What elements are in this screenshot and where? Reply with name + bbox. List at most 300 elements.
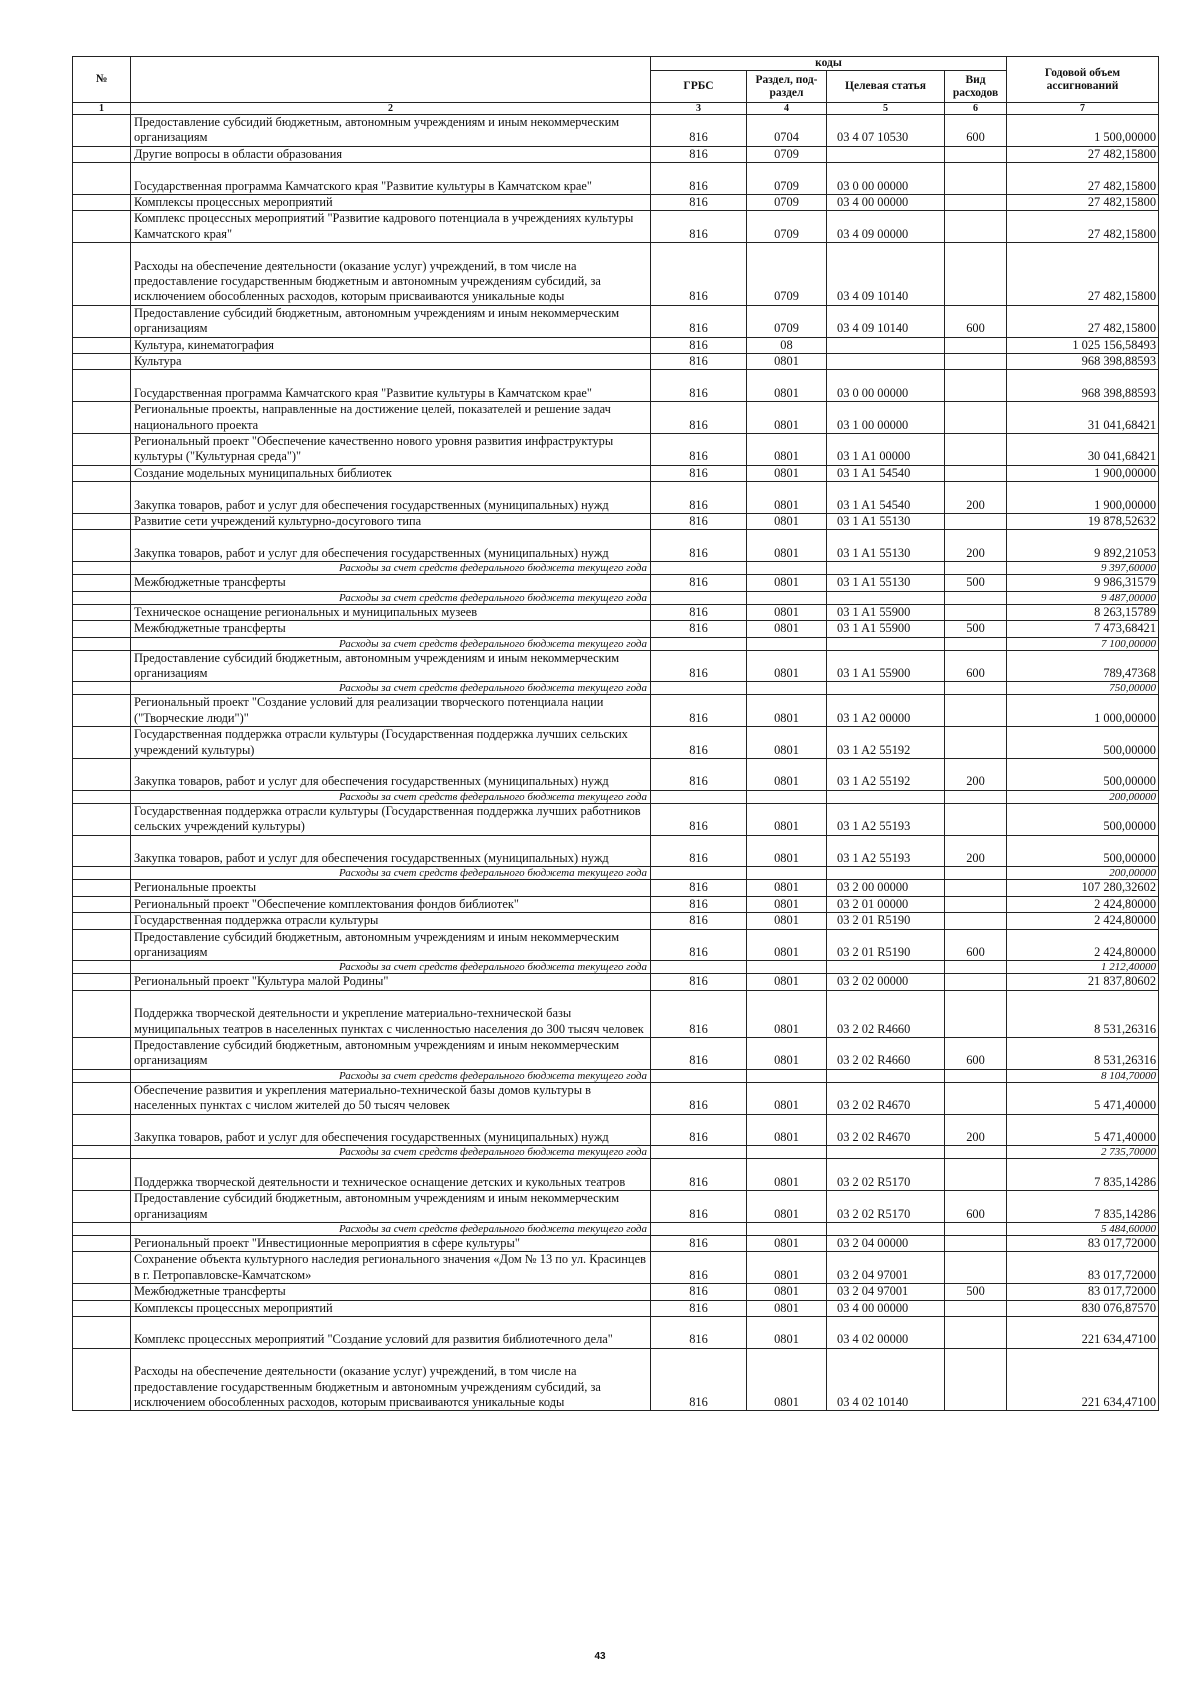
row-name-cell: Предоставление субсидий бюджетным, автономным учреждениям и иным некоммерческим организациям <box>131 929 651 961</box>
row-razdel-cell: 0801 <box>747 803 827 835</box>
row-target-article-cell <box>827 146 945 162</box>
row-razdel-cell: 0801 <box>747 1114 827 1146</box>
colnum: 3 <box>651 103 747 115</box>
table-row <box>73 1348 1159 1411</box>
row-grbs-cell: 816 <box>651 434 747 466</box>
row-amount-cell: 5 471,40000 <box>1007 1082 1159 1114</box>
row-expense-type-cell <box>945 195 1007 211</box>
row-name-cell: Предоставление субсидий бюджетным, автономным учреждениям и иным некоммерческим организациям <box>131 1037 651 1069</box>
row-amount-cell: 830 076,87570 <box>1007 1300 1159 1316</box>
row-razdel-cell: 0801 <box>747 1191 827 1223</box>
row-name-cell: Комплекс процессных мероприятий "Создание условий для развития библиотечного дела" <box>131 1317 651 1349</box>
row-expense-type-cell: 200 <box>945 482 1007 514</box>
row-razdel-cell: 0801 <box>747 695 827 727</box>
row-razdel-cell: 0801 <box>747 434 827 466</box>
row-number-cell <box>73 621 131 637</box>
row-amount-cell: 1 212,40000 <box>1007 961 1159 974</box>
row-razdel-cell: 0801 <box>747 575 827 591</box>
row-number-cell <box>73 1082 131 1114</box>
federal-funds-row <box>73 790 1159 803</box>
row-amount-cell: 27 482,15800 <box>1007 146 1159 162</box>
row-amount-cell: 5 471,40000 <box>1007 1114 1159 1146</box>
header-codes: коды <box>651 57 1007 71</box>
row-grbs-cell: 816 <box>651 195 747 211</box>
row-grbs-cell: 816 <box>651 621 747 637</box>
header-annual-volume: Годовой объем ассигнований <box>1007 57 1159 103</box>
row-name-cell: Расходы за счет средств федерального бюджета текущего года <box>131 867 651 880</box>
row-razdel-cell: 0801 <box>747 880 827 896</box>
row-grbs-cell: 816 <box>651 1114 747 1146</box>
row-number-cell <box>73 929 131 961</box>
row-razdel-cell: 0801 <box>747 1317 827 1349</box>
row-grbs-cell: 816 <box>651 465 747 481</box>
row-grbs-cell <box>651 682 747 695</box>
row-razdel-cell <box>747 1069 827 1082</box>
row-razdel-cell: 0709 <box>747 243 827 306</box>
row-target-article-cell: 03 1 A1 54540 <box>827 465 945 481</box>
row-expense-type-cell <box>945 1223 1007 1236</box>
row-expense-type-cell <box>945 790 1007 803</box>
table-row <box>73 896 1159 912</box>
row-grbs-cell: 816 <box>651 727 747 759</box>
row-number-cell <box>73 1069 131 1082</box>
row-number-cell <box>73 835 131 867</box>
row-number-cell <box>73 727 131 759</box>
row-number-cell <box>73 434 131 466</box>
row-expense-type-cell <box>945 514 1007 530</box>
row-target-article-cell <box>827 1146 945 1159</box>
row-razdel-cell: 0801 <box>747 1037 827 1069</box>
row-expense-type-cell <box>945 243 1007 306</box>
row-expense-type-cell: 200 <box>945 758 1007 790</box>
row-number-cell <box>73 695 131 727</box>
row-name-cell: Предоставление субсидий бюджетным, автономным учреждениям и иным некоммерческим организациям <box>131 650 651 682</box>
row-name-cell: Поддержка творческой деятельности и укрепление материально-технической базы муниципальных театров в населенных пунктах с численностью населения до 300 тысяч человек <box>131 990 651 1037</box>
row-target-article-cell: 03 2 01 00000 <box>827 896 945 912</box>
row-target-article-cell: 03 1 A1 55130 <box>827 514 945 530</box>
row-expense-type-cell: 200 <box>945 1114 1007 1146</box>
row-grbs-cell: 816 <box>651 575 747 591</box>
row-number-cell <box>73 305 131 337</box>
row-expense-type-cell <box>945 1252 1007 1284</box>
row-target-article-cell: 03 4 02 00000 <box>827 1317 945 1349</box>
row-expense-type-cell <box>945 211 1007 243</box>
row-number-cell <box>73 370 131 402</box>
colnum: 6 <box>945 103 1007 115</box>
row-target-article-cell: 03 1 A1 55900 <box>827 604 945 620</box>
table-body <box>73 115 1159 1411</box>
header-number: № <box>73 57 131 103</box>
row-target-article-cell: 03 1 A1 55900 <box>827 650 945 682</box>
row-expense-type-cell: 600 <box>945 305 1007 337</box>
row-name-cell: Государственная программа Камчатского края "Развитие культуры в Камчатском крае" <box>131 370 651 402</box>
row-amount-cell: 2 424,80000 <box>1007 896 1159 912</box>
table-row <box>73 758 1159 790</box>
row-grbs-cell <box>651 867 747 880</box>
row-razdel-cell <box>747 867 827 880</box>
row-grbs-cell: 816 <box>651 1159 747 1191</box>
row-amount-cell: 83 017,72000 <box>1007 1252 1159 1284</box>
row-number-cell <box>73 913 131 929</box>
row-expense-type-cell <box>945 1300 1007 1316</box>
row-grbs-cell: 816 <box>651 163 747 195</box>
header-target-article: Целевая статья <box>827 71 945 103</box>
row-grbs-cell: 816 <box>651 896 747 912</box>
row-grbs-cell: 816 <box>651 1284 747 1300</box>
row-target-article-cell: 03 1 A2 55193 <box>827 835 945 867</box>
row-number-cell <box>73 604 131 620</box>
row-amount-cell: 27 482,15800 <box>1007 211 1159 243</box>
row-amount-cell: 500,00000 <box>1007 835 1159 867</box>
row-expense-type-cell <box>945 637 1007 650</box>
row-razdel-cell: 0801 <box>747 1300 827 1316</box>
row-target-article-cell: 03 1 00 00000 <box>827 402 945 434</box>
row-name-cell: Межбюджетные трансферты <box>131 1284 651 1300</box>
row-grbs-cell: 816 <box>651 604 747 620</box>
row-target-article-cell: 03 2 01 R5190 <box>827 929 945 961</box>
row-razdel-cell: 0704 <box>747 115 827 147</box>
row-amount-cell: 7 473,68421 <box>1007 621 1159 637</box>
row-name-cell: Комплексы процессных мероприятий <box>131 195 651 211</box>
row-target-article-cell: 03 4 09 10140 <box>827 305 945 337</box>
row-amount-cell: 8 104,70000 <box>1007 1069 1159 1082</box>
row-grbs-cell: 816 <box>651 337 747 353</box>
row-name-cell: Обеспечение развития и укрепления материально-технической базы домов культуры в населенных пунктах с числом жителей до 50 тысяч человек <box>131 1082 651 1114</box>
row-grbs-cell: 816 <box>651 514 747 530</box>
row-razdel-cell: 0801 <box>747 402 827 434</box>
row-grbs-cell: 816 <box>651 243 747 306</box>
table-row <box>73 465 1159 481</box>
row-target-article-cell: 03 1 A1 54540 <box>827 482 945 514</box>
row-razdel-cell: 0801 <box>747 1082 827 1114</box>
row-amount-cell: 8 531,26316 <box>1007 1037 1159 1069</box>
row-amount-cell: 221 634,47100 <box>1007 1348 1159 1411</box>
table-row <box>73 929 1159 961</box>
row-grbs-cell: 816 <box>651 402 747 434</box>
row-number-cell <box>73 530 131 562</box>
federal-funds-row <box>73 682 1159 695</box>
row-razdel-cell: 0801 <box>747 1348 827 1411</box>
table-row <box>73 727 1159 759</box>
row-razdel-cell: 0801 <box>747 990 827 1037</box>
row-name-cell: Комплекс процессных мероприятий "Развитие кадрового потенциала в учреждениях культуры Камчатского края" <box>131 211 651 243</box>
row-name-cell: Закупка товаров, работ и услуг для обеспечения государственных (муниципальных) нужд <box>131 530 651 562</box>
row-razdel-cell: 0801 <box>747 514 827 530</box>
row-target-article-cell: 03 2 02 R5170 <box>827 1191 945 1223</box>
row-number-cell <box>73 803 131 835</box>
row-name-cell: Государственная программа Камчатского края "Развитие культуры в Камчатском крае" <box>131 163 651 195</box>
row-razdel-cell: 0801 <box>747 896 827 912</box>
row-grbs-cell: 816 <box>651 354 747 370</box>
row-number-cell <box>73 990 131 1037</box>
row-razdel-cell: 0801 <box>747 758 827 790</box>
row-razdel-cell <box>747 682 827 695</box>
row-grbs-cell: 816 <box>651 370 747 402</box>
row-target-article-cell <box>827 961 945 974</box>
row-amount-cell: 2 424,80000 <box>1007 929 1159 961</box>
row-amount-cell: 9 986,31579 <box>1007 575 1159 591</box>
row-grbs-cell: 816 <box>651 1300 747 1316</box>
row-grbs-cell: 816 <box>651 650 747 682</box>
row-razdel-cell: 0801 <box>747 1252 827 1284</box>
row-target-article-cell: 03 1 A2 55192 <box>827 727 945 759</box>
table-row <box>73 146 1159 162</box>
row-razdel-cell: 0801 <box>747 835 827 867</box>
table-row <box>73 803 1159 835</box>
row-name-cell: Создание модельных муниципальных библиотек <box>131 465 651 481</box>
row-expense-type-cell <box>945 880 1007 896</box>
row-expense-type-cell <box>945 337 1007 353</box>
row-number-cell <box>73 1191 131 1223</box>
table-row <box>73 370 1159 402</box>
row-amount-cell: 200,00000 <box>1007 790 1159 803</box>
table-row <box>73 1284 1159 1300</box>
row-amount-cell: 5 484,60000 <box>1007 1223 1159 1236</box>
row-target-article-cell: 03 2 02 00000 <box>827 974 945 990</box>
row-name-cell: Расходы за счет средств федерального бюджета текущего года <box>131 1146 651 1159</box>
row-target-article-cell: 03 0 00 00000 <box>827 370 945 402</box>
row-expense-type-cell <box>945 1082 1007 1114</box>
row-amount-cell: 7 835,14286 <box>1007 1159 1159 1191</box>
row-expense-type-cell: 500 <box>945 621 1007 637</box>
row-target-article-cell <box>827 1069 945 1082</box>
row-expense-type-cell <box>945 974 1007 990</box>
row-razdel-cell: 0801 <box>747 1236 827 1252</box>
row-grbs-cell: 816 <box>651 1191 747 1223</box>
row-grbs-cell: 816 <box>651 115 747 147</box>
row-name-cell: Расходы на обеспечение деятельности (оказание услуг) учреждений, в том числе на предоставление государственным бюджетным и автономным учреждениям субсидий, за исключением обособленных расходов, которым присваиваются уникальные коды <box>131 243 651 306</box>
row-name-cell: Расходы за счет средств федерального бюджета текущего года <box>131 790 651 803</box>
row-target-article-cell: 03 1 A1 55130 <box>827 575 945 591</box>
row-expense-type-cell: 200 <box>945 530 1007 562</box>
row-number-cell <box>73 790 131 803</box>
row-expense-type-cell <box>945 562 1007 575</box>
row-razdel-cell: 0801 <box>747 482 827 514</box>
table-row <box>73 880 1159 896</box>
row-amount-cell: 2 424,80000 <box>1007 913 1159 929</box>
row-amount-cell: 9 487,00000 <box>1007 591 1159 604</box>
row-grbs-cell: 816 <box>651 305 747 337</box>
row-expense-type-cell: 500 <box>945 575 1007 591</box>
row-target-article-cell <box>827 867 945 880</box>
row-amount-cell: 8 531,26316 <box>1007 990 1159 1037</box>
row-expense-type-cell <box>945 465 1007 481</box>
row-amount-cell: 83 017,72000 <box>1007 1284 1159 1300</box>
table-row <box>73 835 1159 867</box>
row-razdel-cell: 08 <box>747 337 827 353</box>
row-target-article-cell: 03 2 02 R4660 <box>827 990 945 1037</box>
row-grbs-cell <box>651 790 747 803</box>
header-grbs: ГРБС <box>651 71 747 103</box>
row-razdel-cell: 0801 <box>747 1284 827 1300</box>
header-row-codes <box>73 57 1159 71</box>
row-number-cell <box>73 591 131 604</box>
row-target-article-cell: 03 4 02 10140 <box>827 1348 945 1411</box>
row-target-article-cell <box>827 562 945 575</box>
row-target-article-cell <box>827 637 945 650</box>
row-number-cell <box>73 211 131 243</box>
table-row <box>73 1300 1159 1316</box>
row-number-cell <box>73 1223 131 1236</box>
row-razdel-cell: 0801 <box>747 974 827 990</box>
federal-funds-row <box>73 562 1159 575</box>
row-target-article-cell <box>827 591 945 604</box>
row-expense-type-cell <box>945 867 1007 880</box>
row-expense-type-cell: 200 <box>945 835 1007 867</box>
row-name-cell: Другие вопросы в области образования <box>131 146 651 162</box>
row-name-cell: Межбюджетные трансферты <box>131 621 651 637</box>
row-grbs-cell <box>651 637 747 650</box>
row-grbs-cell <box>651 562 747 575</box>
table-row <box>73 115 1159 147</box>
row-amount-cell: 500,00000 <box>1007 803 1159 835</box>
row-expense-type-cell <box>945 695 1007 727</box>
table-row <box>73 354 1159 370</box>
federal-funds-row <box>73 867 1159 880</box>
row-name-cell: Региональный проект "Инвестиционные мероприятия в сфере культуры" <box>131 1236 651 1252</box>
header-name <box>131 57 651 103</box>
row-number-cell <box>73 146 131 162</box>
row-amount-cell: 500,00000 <box>1007 727 1159 759</box>
table-row <box>73 913 1159 929</box>
row-number-cell <box>73 880 131 896</box>
row-target-article-cell: 03 0 00 00000 <box>827 163 945 195</box>
table-row <box>73 695 1159 727</box>
row-razdel-cell: 0801 <box>747 621 827 637</box>
row-amount-cell: 1 900,00000 <box>1007 465 1159 481</box>
federal-funds-row <box>73 1069 1159 1082</box>
row-name-cell: Региональный проект "Обеспечение качественно нового уровня развития инфраструктуры культуры ("Культурная среда")" <box>131 434 651 466</box>
row-target-article-cell: 03 1 A2 00000 <box>827 695 945 727</box>
row-number-cell <box>73 1317 131 1349</box>
row-amount-cell: 1 900,00000 <box>1007 482 1159 514</box>
row-name-cell: Техническое оснащение региональных и муниципальных музеев <box>131 604 651 620</box>
row-razdel-cell: 0709 <box>747 305 827 337</box>
row-razdel-cell: 0801 <box>747 354 827 370</box>
row-name-cell: Расходы за счет средств федерального бюджета текущего года <box>131 682 651 695</box>
row-name-cell: Предоставление субсидий бюджетным, автономным учреждениям и иным некоммерческим организациям <box>131 115 651 147</box>
row-expense-type-cell <box>945 1348 1007 1411</box>
row-target-article-cell: 03 1 A2 55193 <box>827 803 945 835</box>
row-number-cell <box>73 1300 131 1316</box>
federal-funds-row <box>73 637 1159 650</box>
row-amount-cell: 31 041,68421 <box>1007 402 1159 434</box>
row-grbs-cell: 816 <box>651 835 747 867</box>
colnum: 4 <box>747 103 827 115</box>
row-target-article-cell <box>827 790 945 803</box>
row-amount-cell: 7 835,14286 <box>1007 1191 1159 1223</box>
row-razdel-cell <box>747 961 827 974</box>
row-expense-type-cell: 500 <box>945 1284 1007 1300</box>
table-row <box>73 195 1159 211</box>
colnum: 7 <box>1007 103 1159 115</box>
row-target-article-cell: 03 4 00 00000 <box>827 1300 945 1316</box>
row-amount-cell: 27 482,15800 <box>1007 163 1159 195</box>
row-name-cell: Государственная поддержка отрасли культуры <box>131 913 651 929</box>
table-row <box>73 530 1159 562</box>
row-target-article-cell: 03 1 A1 00000 <box>827 434 945 466</box>
table-row <box>73 163 1159 195</box>
row-number-cell <box>73 163 131 195</box>
federal-funds-row <box>73 591 1159 604</box>
row-razdel-cell: 0801 <box>747 650 827 682</box>
row-expense-type-cell: 600 <box>945 115 1007 147</box>
row-expense-type-cell <box>945 604 1007 620</box>
row-grbs-cell <box>651 961 747 974</box>
row-razdel-cell: 0801 <box>747 370 827 402</box>
row-target-article-cell: 03 2 02 R4670 <box>827 1082 945 1114</box>
row-amount-cell: 30 041,68421 <box>1007 434 1159 466</box>
row-number-cell <box>73 682 131 695</box>
row-name-cell: Развитие сети учреждений культурно-досугового типа <box>131 514 651 530</box>
row-grbs-cell: 816 <box>651 1317 747 1349</box>
row-number-cell <box>73 896 131 912</box>
row-grbs-cell: 816 <box>651 929 747 961</box>
row-amount-cell: 500,00000 <box>1007 758 1159 790</box>
row-amount-cell: 968 398,88593 <box>1007 354 1159 370</box>
row-grbs-cell: 816 <box>651 803 747 835</box>
row-razdel-cell: 0801 <box>747 727 827 759</box>
row-amount-cell: 107 280,32602 <box>1007 880 1159 896</box>
table-row <box>73 604 1159 620</box>
row-target-article-cell: 03 2 04 97001 <box>827 1252 945 1284</box>
row-number-cell <box>73 575 131 591</box>
row-number-cell <box>73 465 131 481</box>
row-target-article-cell: 03 4 09 00000 <box>827 211 945 243</box>
row-number-cell <box>73 961 131 974</box>
row-expense-type-cell <box>945 961 1007 974</box>
row-grbs-cell: 816 <box>651 758 747 790</box>
row-razdel-cell: 0709 <box>747 211 827 243</box>
table-row <box>73 650 1159 682</box>
row-name-cell: Региональные проекты <box>131 880 651 896</box>
row-name-cell: Расходы за счет средств федерального бюджета текущего года <box>131 1069 651 1082</box>
row-expense-type-cell <box>945 682 1007 695</box>
row-target-article-cell: 03 4 09 10140 <box>827 243 945 306</box>
row-target-article-cell: 03 2 02 R4670 <box>827 1114 945 1146</box>
row-target-article-cell <box>827 337 945 353</box>
row-number-cell <box>73 758 131 790</box>
budget-table <box>72 56 1159 1411</box>
row-razdel-cell: 0709 <box>747 195 827 211</box>
row-name-cell: Региональный проект "Создание условий для реализации творческого потенциала нации ("Творческие люди")" <box>131 695 651 727</box>
row-target-article-cell: 03 2 04 97001 <box>827 1284 945 1300</box>
row-grbs-cell: 816 <box>651 974 747 990</box>
row-target-article-cell: 03 2 01 R5190 <box>827 913 945 929</box>
row-amount-cell: 9 892,21053 <box>1007 530 1159 562</box>
row-target-article-cell: 03 1 A2 55192 <box>827 758 945 790</box>
row-razdel-cell <box>747 562 827 575</box>
row-target-article-cell: 03 2 02 R4660 <box>827 1037 945 1069</box>
row-amount-cell: 27 482,15800 <box>1007 305 1159 337</box>
row-amount-cell: 200,00000 <box>1007 867 1159 880</box>
row-grbs-cell: 816 <box>651 482 747 514</box>
table-row <box>73 1082 1159 1114</box>
row-expense-type-cell: 600 <box>945 929 1007 961</box>
row-number-cell <box>73 337 131 353</box>
table-row <box>73 514 1159 530</box>
header-column-numbers <box>73 103 1159 115</box>
row-name-cell: Закупка товаров, работ и услуг для обеспечения государственных (муниципальных) нужд <box>131 1114 651 1146</box>
row-number-cell <box>73 1284 131 1300</box>
row-razdel-cell <box>747 1223 827 1236</box>
row-razdel-cell: 0801 <box>747 1159 827 1191</box>
row-target-article-cell: 03 4 07 10530 <box>827 115 945 147</box>
row-amount-cell: 27 482,15800 <box>1007 243 1159 306</box>
row-razdel-cell: 0709 <box>747 146 827 162</box>
row-name-cell: Культура <box>131 354 651 370</box>
row-number-cell <box>73 1146 131 1159</box>
